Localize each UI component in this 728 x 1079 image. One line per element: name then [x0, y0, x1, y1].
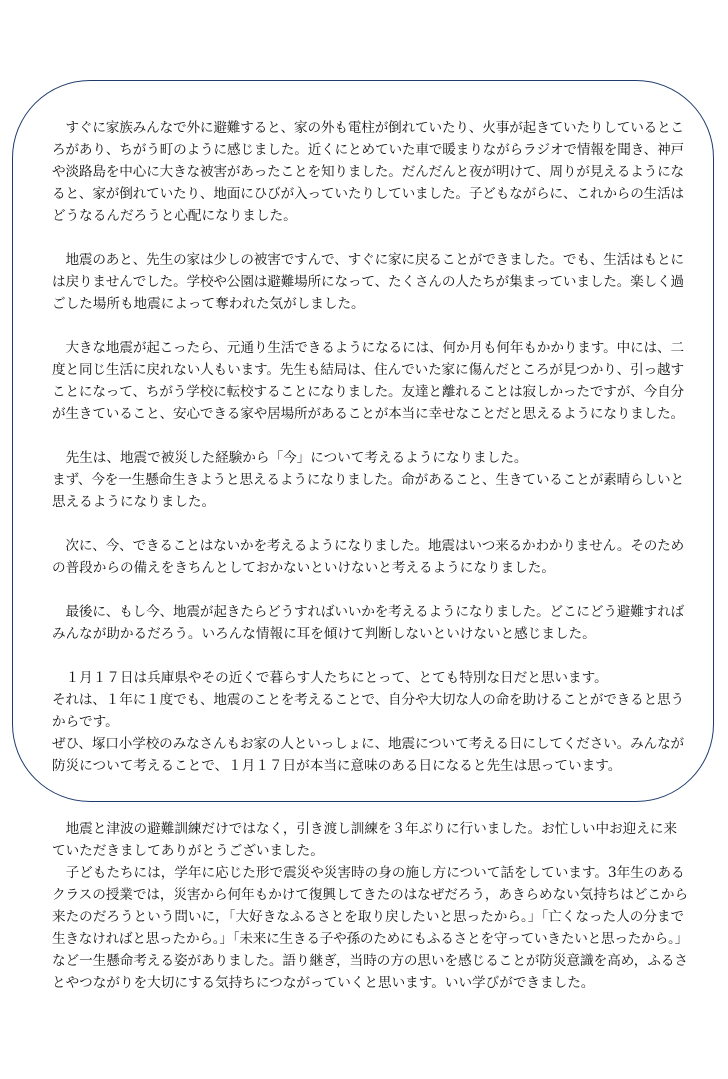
text-line: みんなが助かるだろう。いろんな情報に耳を傾けて判断しないといけないと感じました。 [52, 626, 596, 642]
paragraph-evacuation-judgement [52, 601, 684, 645]
text-line: が生きていること、安心できる家や居場所があることが本当に幸せなことだと思えるようになりました。 [52, 406, 684, 422]
text-line: 先生は、地震で被災した経験から「今」について考えるようになりました。 [52, 450, 528, 466]
text-line: など一生懸命考える姿がありました。語り継ぎ，当時の方の思いを感じることが防災意識を高め，ふるさ [52, 953, 688, 969]
text-line: 防災について考えることで、１月１７日が本当に意味のある日になると先生は思っています。 [52, 758, 622, 774]
text-line: 最後に、もし今、地震が起きたらどうすればいいかを考えるようになりました。どこにどう避難すれば [52, 604, 684, 620]
text-line: は戻りませんでした。学校や公園は避難場所になって、たくさんの人たちが集まっていました。楽しく過 [52, 274, 684, 290]
text-line: からです。 [52, 714, 119, 730]
text-line: クラスの授業では，災害から何年もかけて復興してきたのはなぜだろう，あきらめない気持ちはどこから [52, 887, 688, 903]
paragraph-lessons [52, 862, 688, 994]
text-line: とやつながりを大切にする気持ちにつながっていくと思います。いい学びができました。 [52, 975, 595, 991]
paragraph-preparation [52, 535, 684, 579]
paragraph-january-17 [52, 667, 684, 777]
text-line: まず、今を一生懸命生きようと思えるようになりました。命があること、生きていることが素晴らしいと [52, 472, 684, 488]
text-line: ると、家が倒れていたり、地面にひびが入っていたりしていました。子どもながらに、これからの生活は [52, 186, 684, 202]
paragraph-recovery [52, 337, 684, 425]
text-line: ていただきましてありがとうございました。 [52, 843, 324, 859]
text-line: すぐに家族みんなで外に避難すると、家の外も電柱が倒れていたり、火事が起きていたりしているとこ [52, 120, 684, 136]
paragraph-drill [52, 818, 688, 862]
paragraph-evacuation [52, 117, 684, 227]
text-line: どうなるんだろうと心配になりました。 [52, 208, 297, 224]
text-line: 大きな地震が起こったら、元通り生活できるようになるには、何か月も何年もかかります。中には、二 [52, 340, 684, 356]
text-line: の普段からの備えをきちんとしておかないといけないと考えるようになりました。 [52, 560, 555, 576]
text-line: 地震と津波の避難訓練だけではなく，引き渡し訓練を３年ぶりに行いました。お忙しい中お迎えに来 [52, 821, 678, 837]
text-line: 地震のあと、先生の家は少しの被害ですんで、すぐに家に戻ることができました。でも、生活はもとに [52, 252, 684, 268]
paragraph-after-quake [52, 249, 684, 315]
paragraph-think-now [52, 447, 684, 513]
drill-report [52, 818, 688, 994]
text-line: 思えるようになりました。 [52, 494, 216, 510]
text-line: ごした場所も地震によって奪われた気がしました。 [52, 296, 365, 312]
text-line: や淡路島を中心に大きな被害があったことを知りました。だんだんと夜が明けて、周りが見えるようにな [52, 164, 684, 180]
text-line: ことになって、ちがう学校に転校することになりました。友達と離れることは寂しかったですが、今自分 [52, 384, 684, 400]
framed-message [52, 117, 684, 777]
text-line: 来たのだろうという問いに，「大好きなふるさとを取り戻したいと思ったから。」「亡くなった人の分まで [52, 909, 685, 925]
text-line: それは、１年に１度でも、地震のことを考えることで、自分や大切な人の命を助けることができると思う [52, 692, 684, 708]
text-line: 次に、今、できることはないかを考えるようになりました。地震はいつ来るかわかりません。そのため [52, 538, 685, 554]
text-line: 生きなければと思ったから。」「未来に生きる子や孫のためにもふるさとを守っていきたいと思ったから。」 [52, 931, 688, 947]
text-line: １月１７日は兵庫県やその近くで暮らす人たちにとって、とても特別な日だと思います。 [52, 670, 608, 686]
text-line: ぜひ、塚口小学校のみなさんもお家の人といっしょに、地震について考える日にしてください。みんなが [52, 736, 684, 752]
text-line: 子どもたちには，学年に応じた形で震災や災害時の身の施し方について話をしています。3年生のある [52, 865, 685, 881]
text-line: ろがあり、ちがう町のように感じました。近くにとめていた車で暖まりながらラジオで情報を聞き、神戸 [52, 142, 684, 158]
text-line: 度と同じ生活に戻れない人もいます。先生も結局は、住んでいた家に傷んだところが見つかり、引っ越す [52, 362, 684, 378]
